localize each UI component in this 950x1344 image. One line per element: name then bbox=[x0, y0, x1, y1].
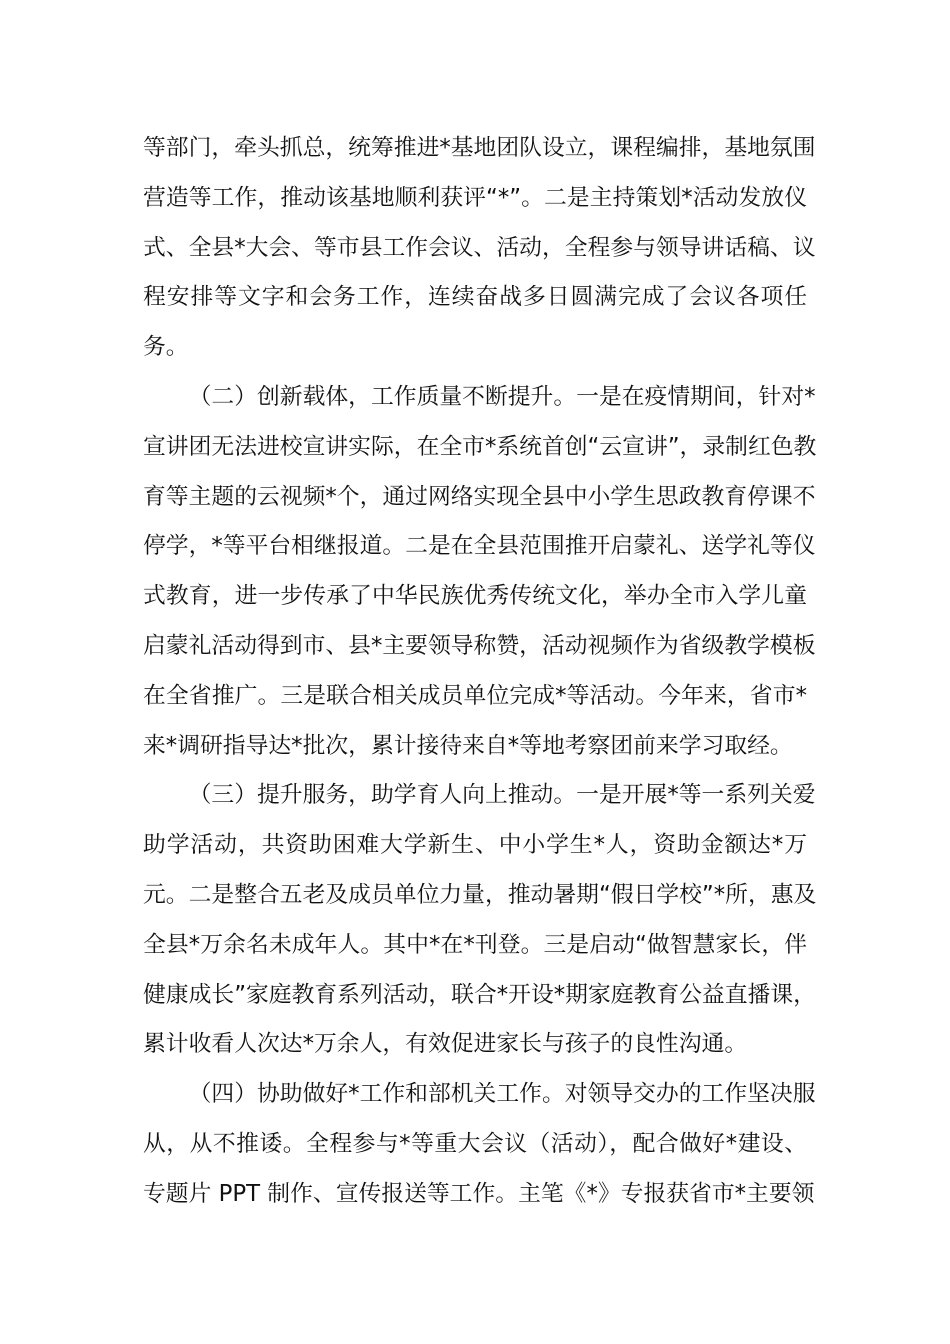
text-line: 等部门，牵头抓总，统筹推进*基地团队设立，课程编排，基地氛围 bbox=[143, 135, 816, 161]
text-line: 启蒙礼活动得到市、县*主要领导称赞，活动视频作为省级教学模板 bbox=[143, 632, 816, 659]
text-line: 务。 bbox=[143, 334, 189, 361]
text-line: （二）创新载体，工作质量不断提升。一是在疫情期间，针对* bbox=[188, 383, 816, 410]
text-line: 程安排等文字和会务工作，连续奋战多日圆满完成了会议各项任 bbox=[143, 284, 807, 311]
text-line: （三）提升服务，助学育人向上推动。一是开展*等一系列关爱 bbox=[188, 782, 816, 809]
text-line: 在全省推广。三是联合相关成员单位完成*等活动。今年来，省市* bbox=[143, 682, 807, 709]
text-line: （四）协助做好*工作和部机关工作。对领导交办的工作坚决服 bbox=[188, 1081, 816, 1108]
text-line: 从，从不推诿。全程参与*等重大会议（活动），配合做好*建设、 bbox=[143, 1130, 807, 1157]
text-line: 助学活动，共资助困难大学新生、中小学生*人，资助金额达*万 bbox=[143, 832, 807, 859]
paragraph-section-2 bbox=[143, 373, 817, 771]
text-line: 累计收看人次达*万余人，有效促进家长与孩子的良性沟通。 bbox=[143, 1031, 748, 1058]
text-line: 宣讲团无法进校宣讲实际，在全市*系统首创“云宣讲”，录制红色教 bbox=[143, 433, 817, 460]
text-line: 来*调研指导达*批次，累计接待来自*等地考察团前来学习取经。 bbox=[143, 732, 793, 759]
paragraph-continuation bbox=[143, 124, 816, 373]
text-line: 停学，*等平台相继报道。二是在全县范围推开启蒙礼、送学礼等仪 bbox=[143, 533, 816, 560]
document-body bbox=[143, 124, 817, 1220]
text-line: 营造等工作，推动该基地顺利获评“*”。二是主持策划*活动发放仪 bbox=[143, 184, 807, 211]
text-line: 全县*万余名未成年人。其中*在*刊登。三是启动“做智慧家长，伴 bbox=[143, 931, 807, 958]
paragraph-section-3 bbox=[143, 771, 817, 1070]
text-line: 健康成长”家庭教育系列活动，联合*开设*期家庭教育公益直播课， bbox=[143, 981, 816, 1008]
text-line: 式、全县*大会、等市县工作会议、活动，全程参与领导讲话稿、议 bbox=[143, 234, 816, 261]
text-line: 元。二是整合五老及成员单位力量，推动暑期“假日学校”*所，惠及 bbox=[143, 881, 817, 908]
text-line: 专题片 PPT 制作、宣传报送等工作。主笔《*》专报获省市*主要领 bbox=[143, 1180, 815, 1207]
text-line: 式教育，进一步传承了中华民族优秀传统文化，举办全市入学儿童 bbox=[143, 583, 807, 610]
paragraph-section-4 bbox=[143, 1070, 816, 1219]
text-line: 育等主题的云视频*个，通过网络实现全县中小学生思政教育停课不 bbox=[143, 483, 816, 510]
